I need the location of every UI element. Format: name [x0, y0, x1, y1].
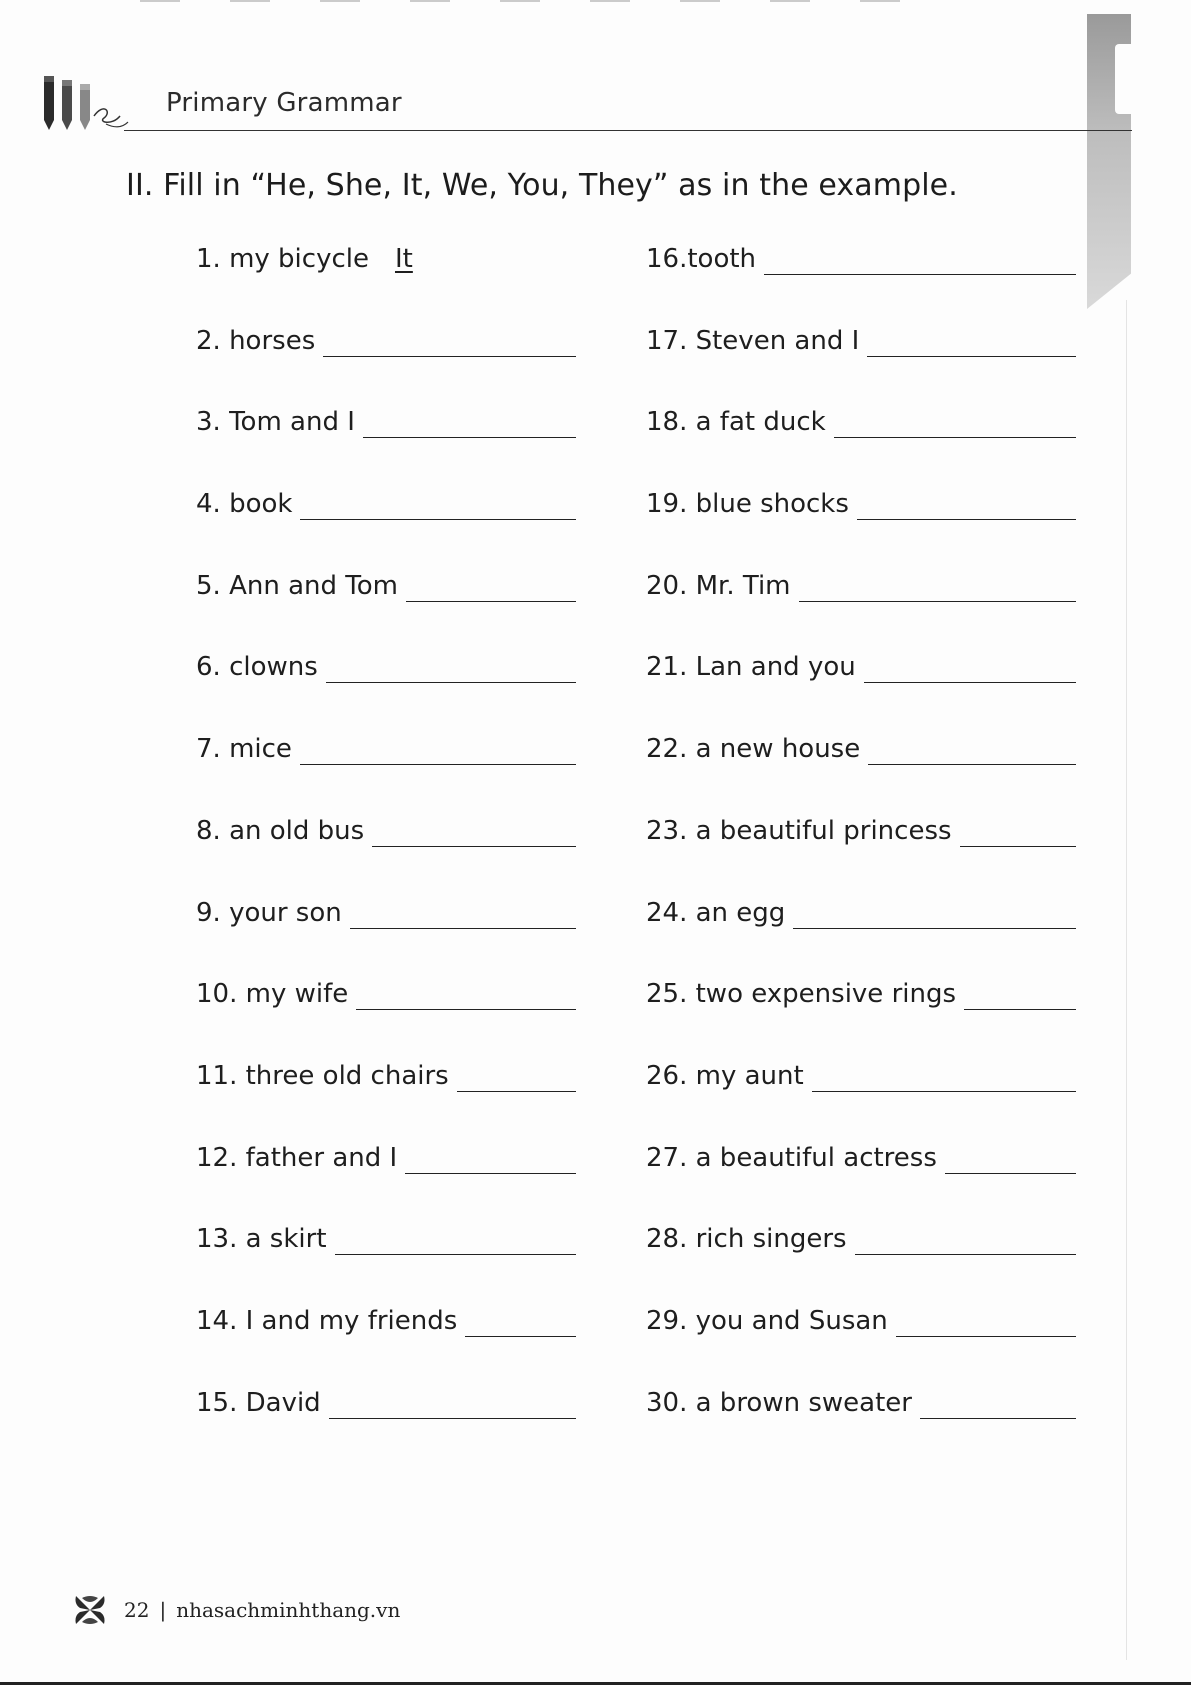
item-label: 8. an old bus [196, 815, 365, 846]
answer-blank[interactable] [372, 816, 576, 847]
answer-blank[interactable] [764, 244, 1076, 275]
list-item [646, 1143, 1076, 1225]
item-label: 2. horses [196, 325, 316, 356]
list-item [196, 898, 576, 980]
list-item [646, 734, 1076, 816]
item-label: 19. blue shocks [646, 489, 849, 520]
item-label: 24. an egg [646, 897, 786, 928]
list-item [196, 979, 576, 1061]
answer-blank[interactable] [335, 1224, 576, 1255]
item-label: 6. clowns [196, 652, 318, 683]
list-item [196, 734, 576, 816]
list-item [646, 1388, 1076, 1470]
page-edge-tab [1087, 14, 1131, 309]
item-label: 15. David [196, 1387, 321, 1418]
footer-separator: | [159, 1598, 167, 1622]
item-label: 18. a fat duck [646, 407, 826, 438]
scan-edge-line [1126, 300, 1127, 1660]
answer-blank[interactable] [405, 1143, 576, 1174]
item-label: 13. a skirt [196, 1224, 327, 1255]
list-item [196, 407, 576, 489]
answer-blank[interactable] [799, 571, 1076, 602]
answer-blank[interactable] [857, 489, 1076, 520]
answer-blank[interactable] [834, 407, 1076, 438]
answer-blank[interactable] [300, 734, 576, 765]
page-header [40, 72, 1130, 142]
publisher-logo-icon [72, 1592, 108, 1628]
item-label: 21. Lan and you [646, 652, 856, 683]
scan-top-marks [140, 0, 940, 2]
list-item [196, 1306, 576, 1388]
answer-blank[interactable] [864, 652, 1076, 683]
list-item [196, 652, 576, 734]
list-item [646, 816, 1076, 898]
answer-blank[interactable] [920, 1388, 1076, 1419]
answer-blank[interactable] [945, 1143, 1076, 1174]
item-label: 1. my bicycle [196, 244, 369, 274]
item-label: 30. a brown sweater [646, 1387, 912, 1418]
page-number: 22 [124, 1598, 150, 1622]
answer-blank[interactable] [329, 1388, 576, 1419]
list-item [196, 571, 576, 653]
answer-blank[interactable] [793, 898, 1076, 929]
answer-blank[interactable] [855, 1224, 1076, 1255]
exercise-title: II. Fill in “He, She, It, We, You, They” as in the example. [126, 168, 958, 203]
list-item [646, 652, 1076, 734]
answer-blank[interactable] [326, 652, 576, 683]
answer-blank[interactable] [350, 898, 576, 929]
item-label: 3. Tom and I [196, 407, 355, 438]
answer-blank[interactable] [363, 407, 576, 438]
list-item [196, 816, 576, 898]
list-item [196, 326, 576, 408]
item-label: 25. two expensive rings [646, 979, 957, 1010]
answer-blank[interactable] [406, 571, 576, 602]
pencils-icon [40, 72, 135, 136]
series-title: Primary Grammar [166, 88, 402, 118]
header-rule [124, 130, 1132, 131]
item-label: 27. a beautiful actress [646, 1142, 937, 1173]
answer-blank[interactable] [964, 979, 1076, 1010]
answer-blank[interactable] [465, 1306, 576, 1337]
answer-blank[interactable] [812, 1061, 1076, 1092]
item-label: 17. Steven and I [646, 325, 860, 356]
page-footer [72, 1590, 400, 1630]
answer-blank[interactable] [868, 734, 1076, 765]
items-left-column [196, 244, 576, 1469]
items-right-column [646, 244, 1076, 1469]
list-item [196, 1061, 576, 1143]
item-label: 23. a beautiful princess [646, 815, 952, 846]
list-item [646, 571, 1076, 653]
list-item [646, 1224, 1076, 1306]
list-item [196, 1224, 576, 1306]
item-label: 7. mice [196, 734, 292, 765]
list-item [196, 244, 576, 326]
item-label: 12. father and I [196, 1142, 398, 1173]
list-item [646, 489, 1076, 571]
list-item [646, 979, 1076, 1061]
item-label: 11. three old chairs [196, 1060, 449, 1091]
list-item [646, 898, 1076, 980]
list-item [196, 1143, 576, 1225]
item-label: 20. Mr. Tim [646, 570, 791, 601]
answer-blank[interactable] [960, 816, 1076, 847]
answer-blank[interactable] [300, 489, 576, 520]
answer-blank[interactable] [867, 326, 1076, 357]
item-label: 4. book [196, 489, 293, 520]
list-item [196, 489, 576, 571]
item-label: 29. you and Susan [646, 1305, 888, 1336]
answer-blank[interactable] [323, 326, 576, 357]
list-item [646, 407, 1076, 489]
list-item [646, 326, 1076, 408]
list-item [646, 1061, 1076, 1143]
item-label: 28. rich singers [646, 1224, 847, 1255]
answer-blank[interactable] [356, 979, 576, 1010]
list-item [646, 244, 1076, 326]
list-item [646, 1306, 1076, 1388]
item-label: 5. Ann and Tom [196, 570, 398, 601]
item-label: 22. a new house [646, 734, 861, 765]
item-label: 10. my wife [196, 979, 349, 1010]
item-label: 26. my aunt [646, 1060, 804, 1091]
item-label: 9. your son [196, 897, 342, 928]
item-label: 16.tooth [646, 244, 757, 274]
publisher-name: nhasachminhthang.vn [176, 1598, 401, 1622]
answer-blank[interactable] [896, 1306, 1076, 1337]
list-item [196, 1388, 576, 1470]
answer-blank[interactable] [457, 1061, 576, 1092]
example-answer: It [394, 244, 413, 274]
item-label: 14. I and my friends [196, 1305, 458, 1336]
